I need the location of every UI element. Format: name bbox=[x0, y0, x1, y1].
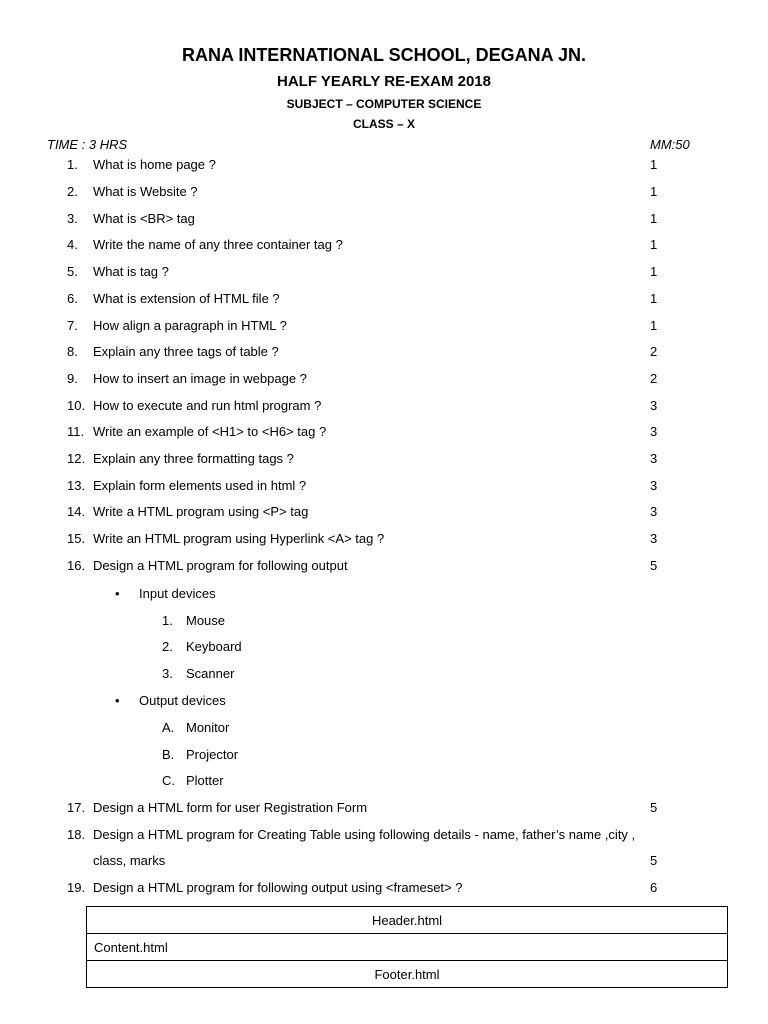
question-number: 15. bbox=[67, 531, 86, 546]
question-item bbox=[67, 318, 287, 333]
question-item bbox=[67, 558, 348, 573]
question-text: What is home page ? bbox=[93, 157, 216, 172]
question-marks: 3 bbox=[650, 531, 658, 546]
question-item bbox=[67, 291, 280, 306]
bullet-item-input bbox=[115, 586, 216, 601]
question-item bbox=[67, 424, 326, 439]
question-item bbox=[67, 264, 169, 279]
question-number: 3. bbox=[67, 211, 78, 226]
sub-list-text: Monitor bbox=[186, 720, 230, 735]
bullet-heading: Input devices bbox=[139, 586, 216, 601]
frame-content-cell: Content.html bbox=[87, 934, 728, 961]
sub-list-text: Keyboard bbox=[186, 639, 242, 654]
sub-list-marker: 3. bbox=[162, 666, 173, 681]
question-marks: 3 bbox=[650, 451, 658, 466]
question-number: 7. bbox=[67, 318, 78, 333]
question-marks: 3 bbox=[650, 424, 658, 439]
question-number: 10. bbox=[67, 398, 86, 413]
question-item bbox=[67, 800, 367, 815]
question-text: Explain any three tags of table ? bbox=[93, 344, 279, 359]
frame-footer-cell: Footer.html bbox=[87, 961, 728, 988]
question-number: 17. bbox=[67, 800, 86, 815]
question-text: Write the name of any three container tag ? bbox=[93, 237, 343, 252]
question-text: Explain any three formatting tags ? bbox=[93, 451, 294, 466]
question-item bbox=[67, 157, 216, 172]
sub-list-text: Projector bbox=[186, 747, 239, 762]
exam-title: HALF YEARLY RE-EXAM 2018 bbox=[277, 73, 491, 90]
sub-list-item bbox=[162, 747, 238, 762]
question-marks: 1 bbox=[650, 237, 658, 252]
question-item bbox=[67, 184, 198, 199]
question-text-continued: class, marks bbox=[93, 853, 166, 868]
class-line: CLASS – X bbox=[352, 117, 415, 131]
question-marks: 5 bbox=[650, 558, 658, 573]
question-number: 4. bbox=[67, 237, 78, 252]
question-marks: 3 bbox=[650, 504, 658, 519]
question-number: 13. bbox=[67, 478, 86, 493]
sub-list-text: Scanner bbox=[186, 666, 235, 681]
question-text: What is Website ? bbox=[93, 184, 198, 199]
question-text: How align a paragraph in HTML ? bbox=[93, 318, 287, 333]
question-marks: 1 bbox=[650, 157, 658, 172]
max-marks-label: MM:50 bbox=[650, 137, 690, 152]
frameset-layout-table bbox=[86, 906, 728, 988]
bullet-icon: • bbox=[115, 693, 120, 708]
question-text: What is extension of HTML file ? bbox=[93, 291, 280, 306]
sub-list-item bbox=[162, 773, 224, 788]
question-item bbox=[67, 398, 321, 413]
question-number: 5. bbox=[67, 264, 78, 279]
question-number: 2. bbox=[67, 184, 78, 199]
question-text: Design a HTML program for following output using <frameset> ? bbox=[93, 880, 463, 895]
question-marks: 3 bbox=[650, 478, 658, 493]
question-text: How to execute and run html program ? bbox=[93, 398, 322, 413]
question-number: 6. bbox=[67, 291, 78, 306]
question-marks: 1 bbox=[650, 291, 658, 306]
bullet-icon: • bbox=[115, 586, 120, 601]
question-text: Write a HTML program using <P> tag bbox=[93, 504, 309, 519]
question-number: 9. bbox=[67, 371, 78, 386]
question-item bbox=[67, 451, 294, 466]
sub-list-text: Plotter bbox=[186, 773, 224, 788]
question-marks: 2 bbox=[650, 344, 658, 359]
question-marks: 1 bbox=[650, 318, 658, 333]
question-item bbox=[67, 827, 635, 842]
question-number: 19. bbox=[67, 880, 86, 895]
question-marks: 1 bbox=[650, 211, 658, 226]
question-text: What is <BR> tag bbox=[93, 211, 195, 226]
sub-list-marker: 1. bbox=[162, 613, 173, 628]
frame-header-cell: Header.html bbox=[87, 907, 728, 934]
question-marks: 6 bbox=[650, 880, 658, 895]
sub-list-marker: 2. bbox=[162, 639, 173, 654]
question-number: 18. bbox=[67, 827, 86, 842]
question-number: 8. bbox=[67, 344, 78, 359]
question-number: 11. bbox=[67, 424, 85, 439]
question-item bbox=[67, 344, 279, 359]
question-marks: 5 bbox=[650, 853, 658, 868]
sub-list-text: Mouse bbox=[186, 613, 226, 628]
bullet-heading: Output devices bbox=[139, 693, 226, 708]
question-item bbox=[67, 504, 308, 519]
question-text: Write an example of <H1> to <H6> tag ? bbox=[93, 424, 327, 439]
question-text: Design a HTML program for following output bbox=[93, 558, 348, 573]
question-number: 16. bbox=[67, 558, 86, 573]
question-number: 1. bbox=[67, 157, 78, 172]
question-item bbox=[67, 237, 343, 252]
sub-list-item bbox=[162, 720, 229, 735]
question-item bbox=[67, 880, 462, 895]
question-marks: 5 bbox=[650, 800, 658, 815]
question-marks: 1 bbox=[650, 184, 658, 199]
question-text: How to insert an image in webpage ? bbox=[93, 371, 307, 386]
question-text: Write an HTML program using Hyperlink <A> tag ? bbox=[93, 531, 385, 546]
question-item bbox=[67, 211, 195, 226]
school-name: RANA INTERNATIONAL SCHOOL, DEGANA JN. bbox=[181, 45, 586, 65]
sub-list-marker: B. bbox=[162, 747, 175, 762]
time-label: TIME : 3 HRS bbox=[47, 137, 128, 152]
question-number: 12. bbox=[67, 451, 86, 466]
question-text: Explain form elements used in html ? bbox=[93, 478, 307, 493]
question-marks: 1 bbox=[650, 264, 658, 279]
question-text: What is tag ? bbox=[93, 264, 169, 279]
sub-list-item bbox=[162, 666, 234, 681]
question-text: Design a HTML program for Creating Table using following details - name, father’s name ,city , bbox=[93, 827, 636, 842]
sub-list-marker: C. bbox=[162, 773, 175, 788]
question-marks: 2 bbox=[650, 371, 658, 386]
question-item bbox=[67, 531, 384, 546]
subject-line: SUBJECT – COMPUTER SCIENCE bbox=[286, 97, 482, 111]
question-item bbox=[67, 478, 306, 493]
sub-list-marker: A. bbox=[162, 720, 175, 735]
sub-list-item bbox=[162, 613, 225, 628]
question-number: 14. bbox=[67, 504, 86, 519]
question-marks: 3 bbox=[650, 398, 658, 413]
bullet-item-output bbox=[115, 693, 226, 708]
sub-list-item bbox=[162, 639, 242, 654]
question-item bbox=[67, 371, 307, 386]
question-text: Design a HTML form for user Registration Form bbox=[93, 800, 368, 815]
